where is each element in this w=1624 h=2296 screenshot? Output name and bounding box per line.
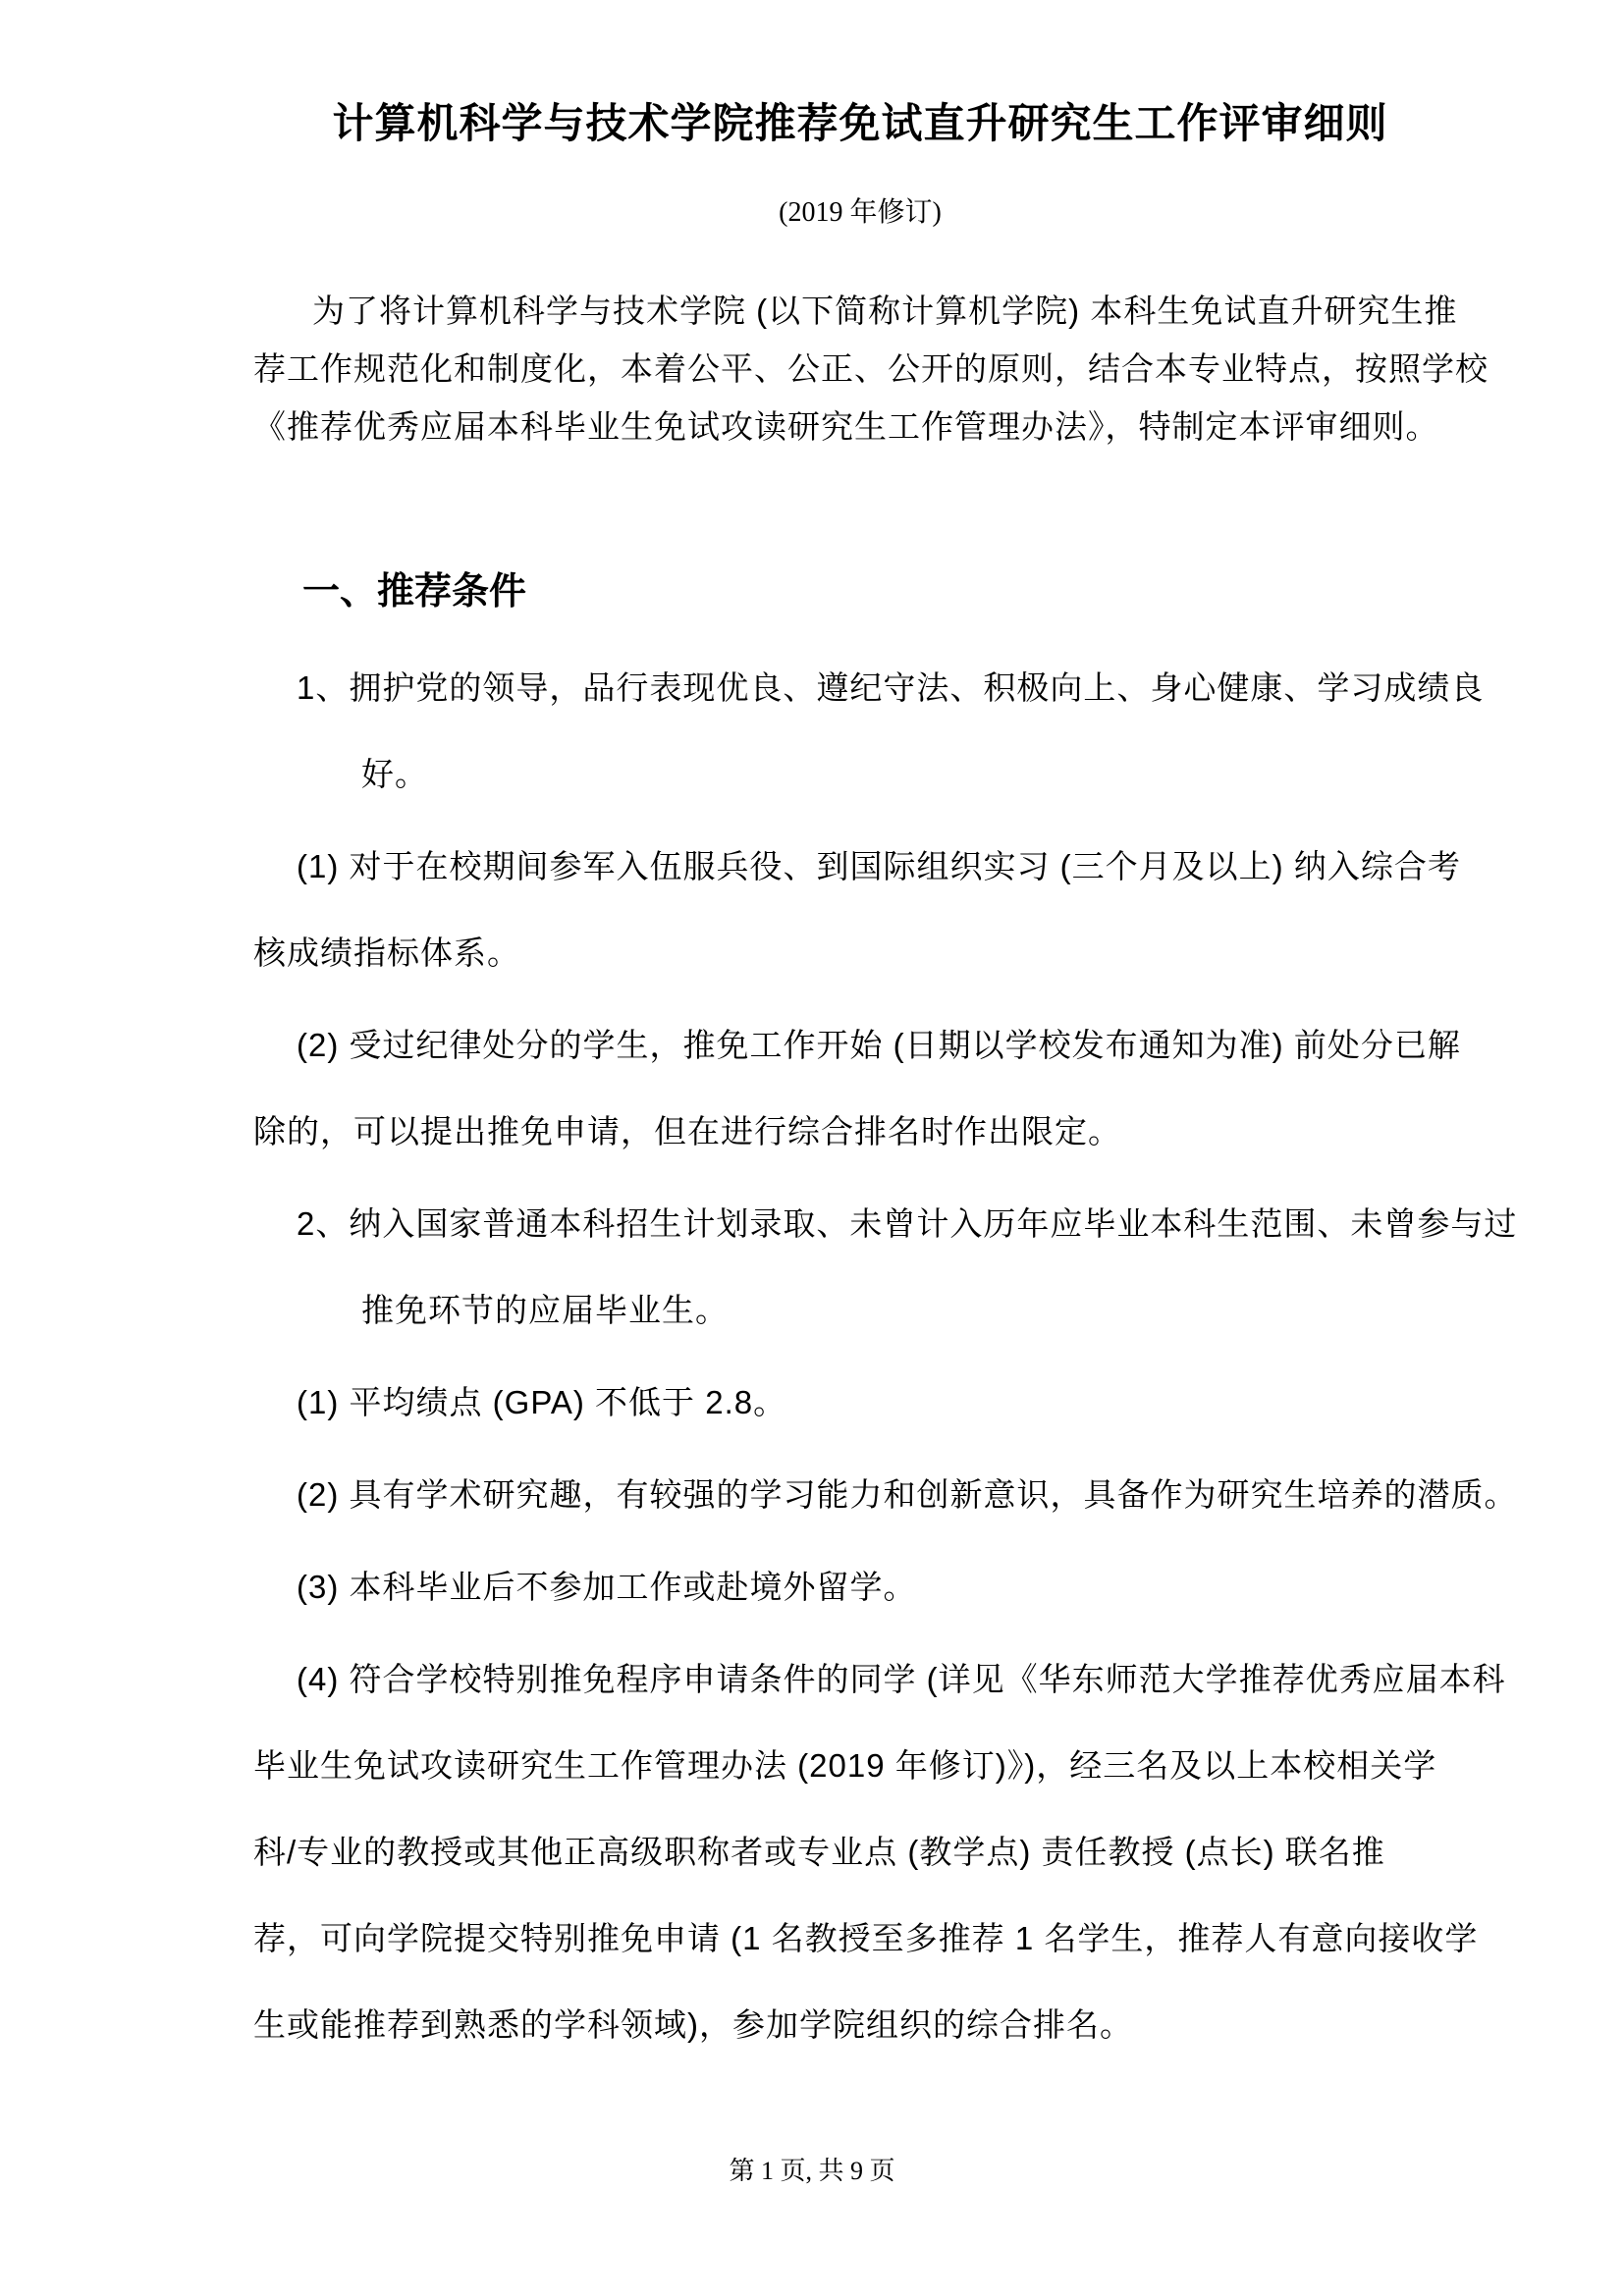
intro-paragraph: [253, 282, 1489, 455]
text-line: 毕业生免试攻读研究生工作管理办法 (2019 年修订)》)，经三名及以上本校相关学: [253, 1747, 1437, 1784]
text-line: (1) 对于在校期间参军入伍服兵役、到国际组织实习 (三个月及以上) 纳入综合考: [297, 848, 1461, 884]
text-line: 2、纳入国家普通本科招生计划录取、未曾计入历年应毕业本科生范围、未曾参与过: [297, 1205, 1518, 1242]
document-subtitle: (2019 年修订): [779, 197, 942, 228]
text-line: (1) 平均绩点 (GPA) 不低于 2.8。: [297, 1384, 787, 1420]
text-line: 推免环节的应届毕业生。: [361, 1292, 729, 1328]
text-line: (2) 受过纪律处分的学生，推免工作开始 (日期以学校发布通知为准) 前处分已解: [297, 1027, 1461, 1063]
section-body: [253, 645, 1518, 2068]
document-content: [253, 0, 1518, 2068]
list-paragraph: [253, 1002, 1467, 1175]
list-paragraph: [253, 1360, 1467, 1446]
text-line: 除的，可以提出推免申请，但在进行综合排名时作出限定。: [253, 1113, 1121, 1149]
text-line: 荐，可向学院提交特别推免申请 (1 名教授至多推荐 1 名学生，推荐人有意向接收学: [253, 1920, 1479, 1956]
list-paragraph: [253, 1544, 1467, 1630]
text-line: (3) 本科毕业后不参加工作或赴境外留学。: [297, 1569, 917, 1605]
text-line: 荐工作规范化和制度化，本着公平、公正、公开的原则，结合本专业特点，按照学校: [253, 350, 1489, 387]
section-heading: 一、推荐条件: [302, 571, 527, 613]
text-line: 核成绩指标体系。: [253, 934, 520, 971]
text-line: 科/专业的教授或其他正高级职称者或专业点 (教学点) 责任教授 (点长) 联名推: [253, 1834, 1385, 1870]
list-paragraph: [253, 1181, 1518, 1354]
list-paragraph: [253, 1636, 1506, 2068]
text-line: 为了将计算机科学与技术学院 (以下简称计算机学院) 本科生免试直升研究生推: [312, 293, 1458, 329]
text-line: 好。: [361, 756, 428, 792]
list-paragraph: [253, 645, 1485, 818]
text-line: (2) 具有学术研究趣，有较强的学习能力和创新意识，具备作为研究生培养的潜质。: [297, 1476, 1518, 1513]
list-paragraph: [253, 1452, 1518, 1538]
list-paragraph: [253, 824, 1467, 996]
text-line: 1、拥护党的领导，品行表现优良、遵纪守法、积极向上、身心健康、学习成绩良: [297, 669, 1485, 706]
document-title: 计算机科学与技术学院推荐免试直升研究生工作评审细则: [332, 100, 1388, 146]
page-footer: 第 1 页, 共 9 页: [729, 2157, 895, 2185]
text-line: (4) 符合学校特别推免程序申请条件的同学 (详见《华东师范大学推荐优秀应届本科: [297, 1661, 1506, 1697]
text-line: 生或能推荐到熟悉的学科领域)，参加学院组织的综合排名。: [253, 2006, 1133, 2043]
text-line: 《推荐优秀应届本科毕业生免试攻读研究生工作管理办法》，特制定本评审细则。: [253, 408, 1439, 445]
